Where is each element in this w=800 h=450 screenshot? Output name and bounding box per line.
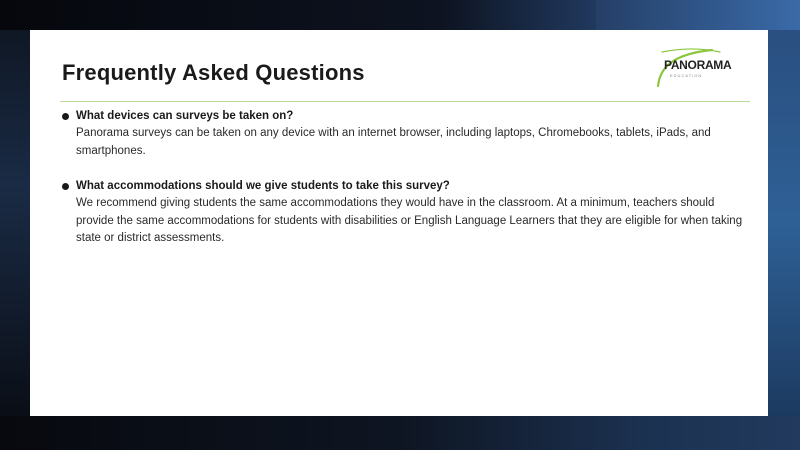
- background-band-right: [768, 30, 800, 416]
- background-band-top-right: [596, 0, 800, 30]
- faq-question: [60, 108, 750, 125]
- background-band-left: [0, 30, 30, 416]
- faq-item: [60, 178, 750, 248]
- bullet-icon: [62, 113, 69, 120]
- faq-item: [60, 108, 750, 160]
- slide: [30, 30, 768, 416]
- background-band-bottom: [0, 416, 800, 450]
- bullet-icon: [62, 183, 69, 190]
- faq-question-text: What accommodations should we give students to take this survey?: [76, 180, 450, 192]
- faq-question: [60, 178, 750, 195]
- panorama-logo: [652, 42, 748, 94]
- title-divider: [60, 101, 750, 102]
- logo-tagline: EDUCATION: [670, 73, 703, 78]
- logo-name: PANORAMA: [664, 58, 732, 72]
- faq-answer: Panorama surveys can be taken on any device with an internet browser, including laptops, Chromebooks, tablets, iPads, and smartphones.: [76, 127, 711, 157]
- faq-question-text: What devices can surveys be taken on?: [76, 110, 294, 122]
- slide-title: Frequently Asked Questions: [62, 60, 365, 85]
- faq-answer: We recommend giving students the same accommodations they would have in the classroom. At a minimum, teachers should provide the same accommodations for students with disabilities or English Language Learners that they are eligible for when taking state or district assessments.: [76, 197, 743, 244]
